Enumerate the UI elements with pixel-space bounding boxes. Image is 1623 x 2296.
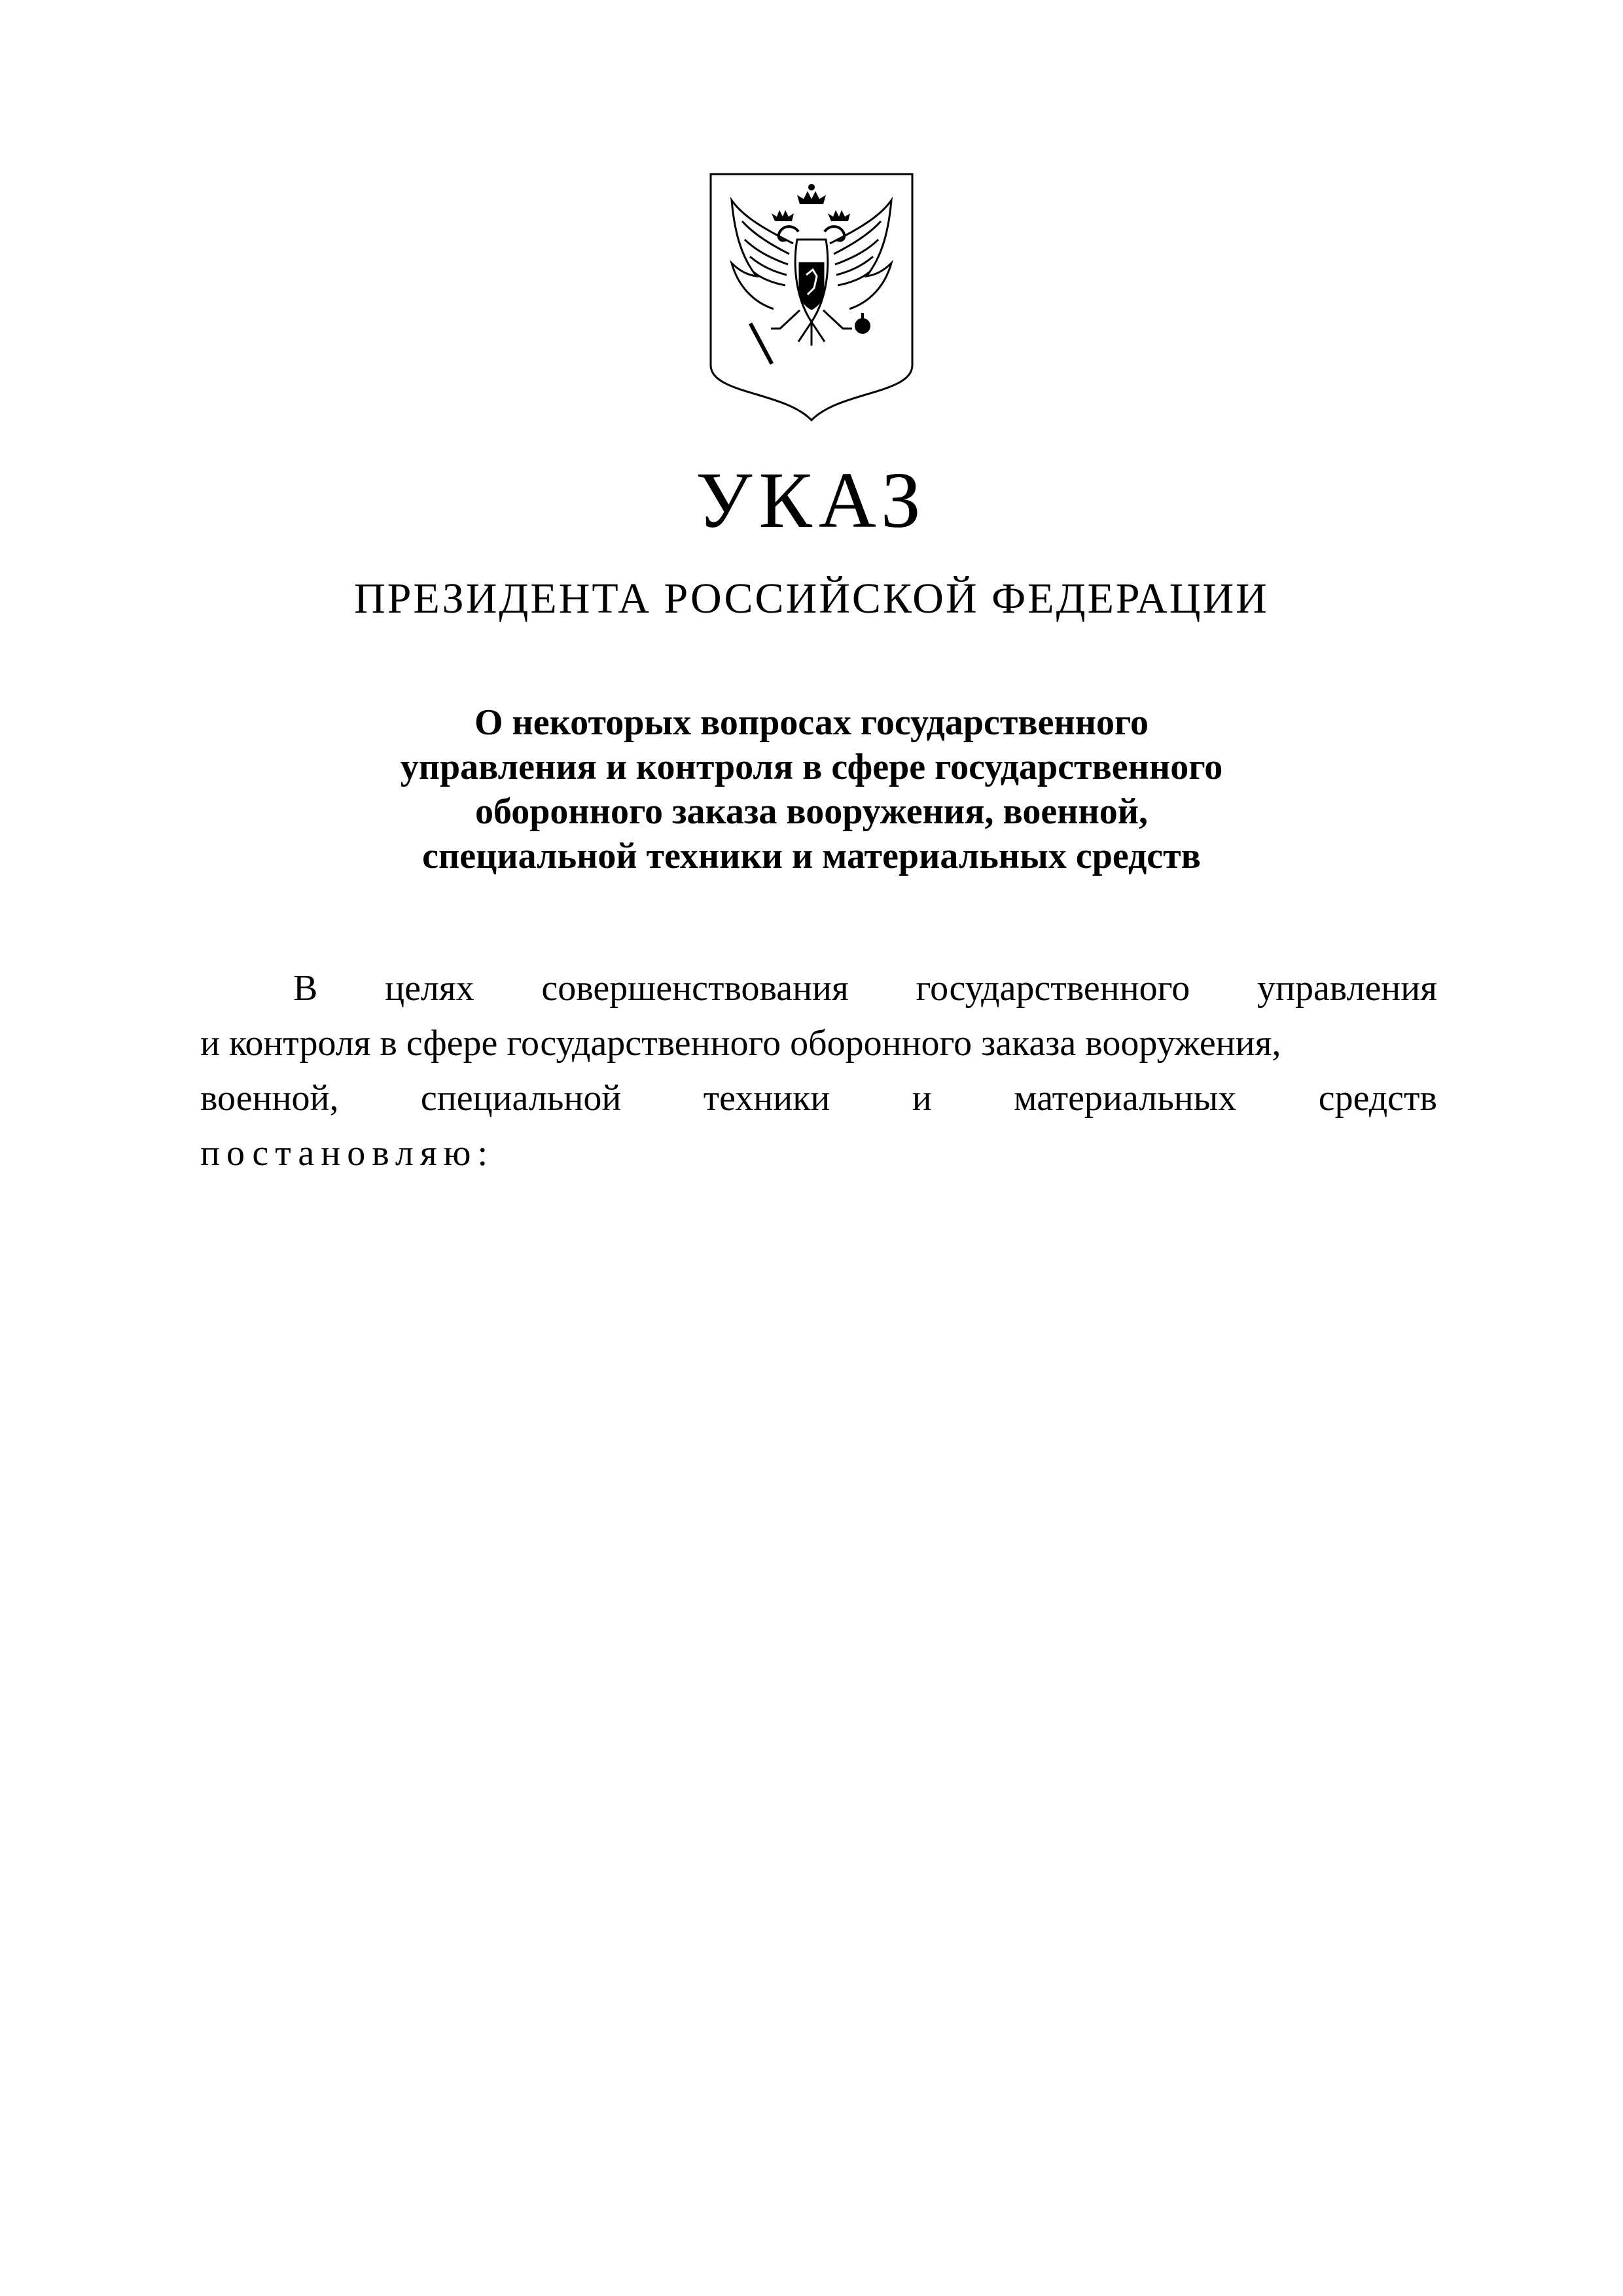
- body-word: материальных: [1014, 1078, 1237, 1119]
- resolve-word: постановляю:: [200, 1133, 494, 1174]
- body-word: управления: [1257, 968, 1437, 1009]
- body-word: целях: [385, 968, 474, 1009]
- body-word: техники: [703, 1078, 830, 1119]
- body-paragraph: [200, 961, 1437, 1181]
- body-line: [200, 961, 1437, 1016]
- title-line: оборонного заказа вооружения, военной,: [475, 791, 1148, 832]
- body-line: [200, 1071, 1437, 1126]
- body-word: специальной: [420, 1078, 622, 1119]
- title-line: управления и контроля в сфере государственного: [400, 747, 1223, 787]
- state-emblem-icon: [708, 171, 915, 422]
- body-word: средств: [1318, 1078, 1437, 1119]
- title-line: О некоторых вопросах государственного: [474, 702, 1149, 743]
- body-line: и контроля в сфере государственного оборонного заказа вооружения,: [200, 1023, 1281, 1064]
- body-word: В: [293, 968, 318, 1009]
- document-type: УКАЗ: [696, 456, 927, 545]
- document-title: [288, 700, 1335, 878]
- body-word: и: [912, 1078, 932, 1119]
- body-word: совершенствования: [541, 968, 849, 1009]
- body-word: военной,: [200, 1078, 339, 1119]
- body-word: государственного: [916, 968, 1190, 1009]
- title-line: специальной техники и материальных средств: [422, 836, 1201, 876]
- document-issuer: ПРЕЗИДЕНТА РОССИЙСКОЙ ФЕДЕРАЦИИ: [354, 575, 1269, 622]
